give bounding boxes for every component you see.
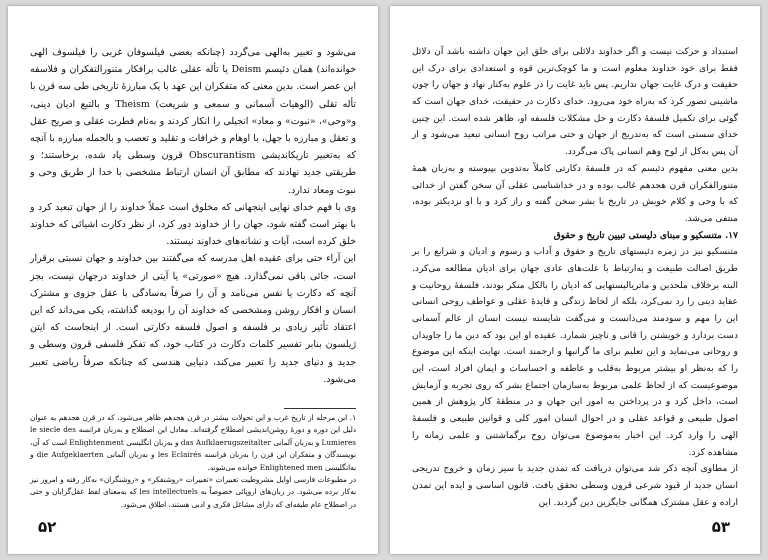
- section-paragraph: از مطاوی آنچه ذکر شد می‌توان دریافت که تمدن جدید با سیر زمان و خروج تدریجی انسان جدید از قیود شرعی قرون وسطی تحقق یافت. قانون اساسی و ایده این تمدن اراده و عقل مشترک همگانی جایگزین دین گردید. این: [412, 464, 738, 508]
- page-number: ۵۲: [38, 518, 57, 536]
- page-number: ۵۳: [711, 518, 730, 536]
- left-page: [8, 6, 378, 554]
- right-body: [412, 44, 738, 511]
- section-heading: ۱۷. متنسکیو و مبنای دلیستی تبیین تاریخ و حقوق: [553, 229, 738, 241]
- left-footnotes: [30, 412, 356, 511]
- left-paragraph: این آراء حتی برای عقیده اهل مدرسه که می‌گفتند بین خداوند و جهان نسبتی برقرار است، جائی باقی نمی‌گذارد. هیچ «صورتی» یا آیتی از خداوند درجهان نیست، بجز آنچه که دکارت یا نفس می‌نامد و آن را صرفاً به‌سادگی با عقل جزوی و مشترک انسان و افکار روشن ومشخصی که خداوند آن را بودیعه گذاشته، یکی می‌داند که این اعتقاد تأثیر زیادی بر فلسفه و اصول فلسفه دکارتی است. از اینجاست که ایتن ژیلسون بنابر تفسیر کلمات دکارت در کتاب خود، که تفکر فلسفی قرون وسطی و جدید و دنیای جدید را تعبیر می‌کند، دنیایی هندسی که چنانکه صرفاً ریاضی تعبیر می‌شود.: [30, 253, 356, 385]
- left-paragraph: می‌شود و تعبیر به‌الهی می‌گردد (چنانکه بعضی فیلسوفان غربی را فیلسوف الهی خوانده‌اند) همان دئیسم Deism یا تأله عقلی غالب برافکار متنورالتفکران و فلاسفه این عصر است. بدین معنی که متفکران این عهد با یک مبارزهٔ تاریخی طی سه قرن با تأله تقلی (الوهیات آسمانی و سمعی و شریعت) Theism و بالتبع ادیان دینی، و«وحی»، «نبوت» و معاد» انجیلی را انکار کردند و به‌نام فطرت عقلی و صریح عقل و تعقل و مبارزه با جهل، با اوهام و خرافات و تقلید و تعصب و بالجمله مبارزه با آنچه که به‌تعبیر تاریکاندیشی Obscurantism قرون وسطی یاد شده، برخاستند؛ و طریقتی جدید نهادند که مطابق آن انسان ارتباط مشخصی با خدا از طریق وحی و نبوت ومعاد ندارد.: [30, 47, 356, 196]
- left-body: [30, 44, 356, 388]
- right-page: [390, 6, 760, 554]
- right-paragraph: بدین معنی مفهوم دئیسم که در فلسفهٔ دکارتی کاملاً به‌تدوین بپیوسته و به‌زبان همهٔ متنورالفکران قرن هجدهم غالب بوده و در خداشناسی عقلی آن سخن گفتن از خدائی که با وحی و کلام خویش در تاریخ با بشر سخن گفته و راز کرد و با او نزدیکتر بوده، منتفی می‌شد.: [412, 163, 738, 224]
- section-paragraph: متنسکیو نیز در زمره دئیستهای تاریخ و حقوق و آداب و رسوم و ادیان و شرایع را بر طریق اصالت طبیعت و به‌ارتباط با علت‌های عادی جهان برای ادیان مطالعه می‌کرد. البته برخلاف ملحدین و ماتریالیستهایی که ادیان را بالکل منکر بودند، فلسفهٔ روحانیت و عقاید دینی را رد نمی‌کرد، بلکه از لحاظ زندگی و فایدهٔ عقلی و عواطف روحی انسانی این را مهم و سودمند می‌دانست و می‌گفت شایسته نیست انسان از عالم آسمانی دست بردارد و خویشتن را قانی و ناچیز شمارد. عقیده او این بود که دین ما را جاویدان و روحانی می‌نماید و این تعلیم برای ما گرانبها و ارجمند است. نهایت اینکه این موضوع را که به‌نظر او بیشتر مربوط به‌قلب و عاطفه و احساسات و ایمان افراد است، این موضوعیست که از لحاظ علمی مربوط به‌سازمان اجتماع بشر که روی تجربه و آزمایش است، داخل کرد و در پرداختن به امور این جهان و در منطقهٔ کار پژوهش از همین اصول طبیعی و قواعد عقلی و در احوال انسان امور کلی و قوانین طبیعی و فلسفهٔ الهی را وارد کرد. این اخبار به‌موضوع می‌توان روح برگماشتنی و علمی زمانه را مشاهده کرد.: [412, 247, 738, 458]
- right-paragraph: استبداد و حرکت نیست و اگر خداوند دلائلی برای خلق این جهان داشته باشد آن دلائل فقط برای خود خداوند معلوم است و ما کوچک‌ترین قوه و استعدادی برای درک این حقیقت و درک غایت جهان نداریم. پس باید غایت را در علوم به‌کنار نهاد و جهان را چون ماشینی تصور کرد که به‌راه خود می‌رود. خدای دکارت در حقیقت، خدای جهان است که گوئی برای تکمیل فلسفهٔ دکارت و حل مشکلات فلسفه او، ظاهر شده است. این چنین خدای سستی است که به‌تدریج از جهان و حتی مراتب روح انسانی تبعید می‌شود و از آن پس به‌کل از لوح وهم انسانی پاک می‌گردد.: [412, 47, 738, 158]
- footnote-separator: [284, 408, 356, 409]
- left-paragraph: وی با فهم خدای نهایی اینجهانی که مخلوق است عملاً خداوند را از جهان تبعید کرد و با بهتر است گفته شود، جهان را از خداوند دور کرد، از نظر دکارت اشیائی که خداوند خلق کرده است، آیات و نشانه‌های خداوند نیستند.: [30, 201, 356, 248]
- footnote: در مطبوعات فارسی اوایل مشروطیت تعبیرات «تعبیرات «روشنفکر» و «روشنگران» به‌کار رفته و امروز نیز به‌کار برده می‌شود. در زبان‌های اروپائی خصوصاً به les intellectuels که به‌معنای لفظ عقل‌گرایان و حتی در اصطلاح عام طبقه‌ای که دارای مشاغل فکری و ادبی هستند، اطلاق می‌شود.: [30, 474, 357, 509]
- footnote: ۱. این مرحله از تاریخ غرب و این تحولات بیشتر در قرن هجدهم ظاهر می‌شود، که در قرن هجدهم به عنوان دلیل این دوره و دورهٔ روشن‌اندیشی اصطلاح گرفته‌اند. معادل این اصطلاح و به‌زبان فرانسه le siecle des Lumieres و به‌زبان آلمانی das Aufklaerugszeitalter و به‌زبان انگلیسی Enlightenment است که آن، نویسندگان و متفکران این قرن را به‌زبان فرانسه les Eclairés و به‌زبان آلمانی die Aufgeklaerten و به‌انگلیسی Enlightened men خوانده می‌شوند.: [30, 413, 357, 472]
